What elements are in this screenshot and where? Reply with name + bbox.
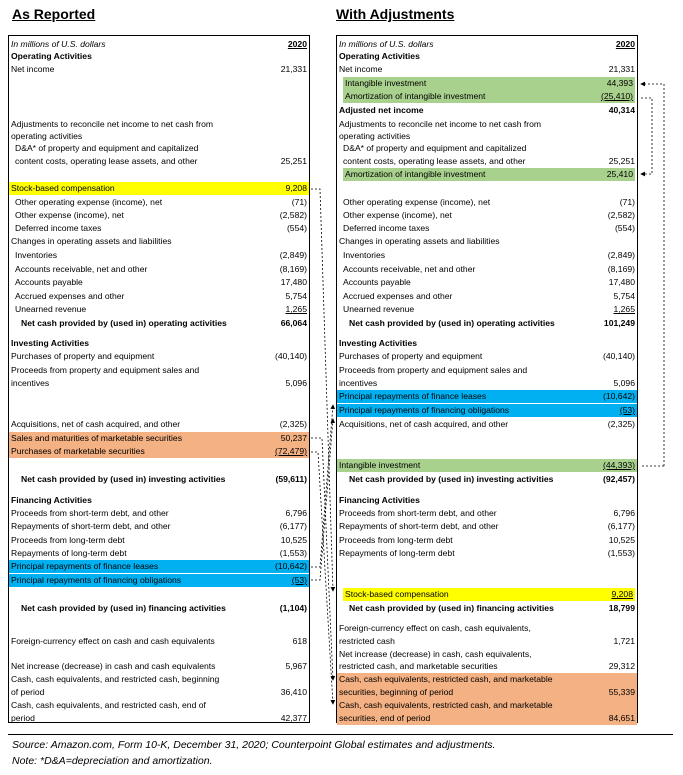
statement-row bbox=[337, 235, 637, 248]
units-label: In millions of U.S. dollars bbox=[11, 39, 106, 49]
highlight-row-intangible-investment-outflow bbox=[337, 459, 637, 472]
statement-row bbox=[337, 263, 637, 276]
row-label: Proceeds from property and equipment sales and bbox=[11, 365, 200, 375]
statement-row bbox=[337, 520, 637, 533]
arrow-marketable-purchases bbox=[311, 452, 333, 704]
row-label: content costs, operating lease assets, and other bbox=[343, 156, 526, 166]
row-label: Foreign-currency effect on cash, cash equivalents, bbox=[339, 623, 531, 633]
year-label: 2020 bbox=[287, 39, 307, 49]
row-value: 29,312 bbox=[608, 661, 635, 671]
row-value: (554) bbox=[286, 223, 307, 233]
row-value: 9,208 bbox=[611, 589, 633, 599]
row-label: Changes in operating assets and liabilities bbox=[339, 236, 500, 246]
row-label: Cash, cash equivalents, and restricted cash, beginning bbox=[11, 674, 220, 684]
row-value: (6,177) bbox=[279, 521, 307, 531]
highlight-row-stock-comp bbox=[343, 588, 635, 601]
row-label: Repayments of short-term debt, and other bbox=[11, 521, 171, 531]
statement-row bbox=[337, 196, 637, 209]
highlight-row-finance-leases bbox=[9, 560, 309, 573]
row-value: (8,169) bbox=[607, 264, 635, 274]
row-label: Sales and maturities of marketable securities bbox=[11, 433, 182, 443]
row-value: 25,251 bbox=[280, 156, 307, 166]
row-label: Net income bbox=[339, 64, 383, 74]
row-label: Purchases of property and equipment bbox=[339, 351, 483, 361]
row-value: (2,849) bbox=[279, 250, 307, 260]
row-label: D&A* of property and equipment and capitalized bbox=[15, 143, 199, 153]
row-label: content costs, operating lease assets, and other bbox=[15, 156, 198, 166]
row-value: 44,393 bbox=[606, 78, 633, 88]
statement-row bbox=[337, 635, 637, 648]
row-value: 10,525 bbox=[280, 535, 307, 545]
row-value: 1,265 bbox=[285, 304, 307, 314]
highlight-row-intangible-investment bbox=[343, 77, 635, 90]
row-value: 1,721 bbox=[613, 636, 635, 646]
statement-row bbox=[9, 276, 309, 289]
highlight-row-stock-comp bbox=[9, 182, 309, 195]
row-label: Proceeds from short-term debt, and other bbox=[339, 508, 497, 518]
row-label: Other operating expense (income), net bbox=[343, 197, 491, 207]
row-value: 18,799 bbox=[608, 603, 635, 613]
statement-row bbox=[9, 673, 309, 686]
row-value: (53) bbox=[619, 405, 635, 415]
statement-row bbox=[337, 209, 637, 222]
statement-row bbox=[337, 249, 637, 262]
row-value: 5,754 bbox=[285, 291, 307, 301]
row-label: restricted cash, and marketable securities bbox=[339, 661, 498, 671]
row-label: Investing Activities bbox=[11, 338, 90, 348]
footer-divider bbox=[8, 734, 673, 735]
statement-row bbox=[9, 222, 309, 235]
row-value: 25,410 bbox=[606, 169, 633, 179]
row-value: (6,177) bbox=[607, 521, 635, 531]
row-label: Accounts receivable, net and other bbox=[343, 264, 476, 274]
highlight-row-financing-obligations bbox=[337, 404, 637, 417]
row-value: 618 bbox=[292, 636, 307, 646]
statement-row bbox=[337, 364, 637, 377]
row-label: Stock-based compensation bbox=[345, 589, 449, 599]
row-value: (10,642) bbox=[274, 561, 307, 571]
highlight-row-financing-obligations bbox=[9, 574, 309, 587]
arrow-intangible-investment bbox=[641, 84, 664, 466]
adjusted-statement bbox=[336, 35, 638, 723]
arrow-marketable-sales bbox=[311, 438, 333, 680]
row-value: (40,140) bbox=[274, 351, 307, 361]
row-label: Unearned revenue bbox=[343, 304, 415, 314]
row-label: Net cash provided by (used in) investing activities bbox=[349, 474, 554, 484]
subtotal-row bbox=[9, 473, 309, 486]
row-label: period bbox=[11, 713, 35, 723]
arrow-finance-leases bbox=[311, 405, 333, 567]
row-label: Investing Activities bbox=[339, 338, 418, 348]
row-value: (1,104) bbox=[279, 603, 307, 613]
row-value: (72,479) bbox=[274, 446, 307, 456]
statement-row bbox=[9, 350, 309, 363]
arrow-financing-obligations bbox=[311, 419, 333, 580]
row-label: Cash, cash equivalents, restricted cash, and marketable bbox=[339, 700, 553, 710]
row-label: Repayments of long-term debt bbox=[339, 548, 455, 558]
statement-row bbox=[337, 222, 637, 235]
row-value: 6,796 bbox=[285, 508, 307, 518]
row-label: Net cash provided by (used in) operating activities bbox=[349, 318, 555, 328]
row-label: Adjustments to reconcile net income to net cash from bbox=[339, 119, 542, 129]
section-heading bbox=[337, 494, 637, 507]
statement-row bbox=[9, 364, 309, 377]
subtotal-row bbox=[9, 602, 309, 615]
statement-row bbox=[337, 534, 637, 547]
row-label: restricted cash bbox=[339, 636, 395, 646]
row-label: Net cash provided by (used in) financing activities bbox=[21, 603, 226, 613]
row-label: Deferred income taxes bbox=[15, 223, 102, 233]
arrow-stock-comp bbox=[311, 189, 333, 591]
row-label: incentives bbox=[339, 378, 378, 388]
row-label: Financing Activities bbox=[11, 495, 92, 505]
statement-row bbox=[337, 276, 637, 289]
row-label: Adjustments to reconcile net income to net cash from bbox=[11, 119, 214, 129]
subtotal-row bbox=[337, 317, 637, 330]
row-label: of period bbox=[11, 687, 45, 697]
statement-row bbox=[9, 699, 309, 712]
row-label: Amortization of intangible investment bbox=[345, 91, 486, 101]
row-label: Accrued expenses and other bbox=[15, 291, 125, 301]
highlight-row-cash-beginning bbox=[337, 686, 637, 699]
highlight-row-finance-leases bbox=[337, 390, 637, 403]
row-label: Repayments of long-term debt bbox=[11, 548, 127, 558]
footnote: Note: *D&A=depreciation and amortization. bbox=[12, 755, 213, 767]
row-value: 21,331 bbox=[280, 64, 307, 74]
statement-row bbox=[337, 142, 637, 155]
section-heading bbox=[9, 494, 309, 507]
row-label: Operating Activities bbox=[11, 51, 92, 61]
row-value: (71) bbox=[291, 197, 307, 207]
row-label: Accrued expenses and other bbox=[343, 291, 453, 301]
row-value: 21,331 bbox=[608, 64, 635, 74]
statement-row bbox=[9, 50, 309, 63]
statement-row bbox=[9, 547, 309, 560]
row-value: (554) bbox=[614, 223, 635, 233]
statement-row bbox=[9, 155, 309, 168]
statement-row bbox=[337, 155, 637, 168]
row-value: (10,642) bbox=[602, 391, 635, 401]
statement-row bbox=[9, 686, 309, 699]
source-suffix: ; Counterpoint Global estimates and adjustments. bbox=[265, 739, 496, 751]
row-value: 36,410 bbox=[280, 687, 307, 697]
source-prefix: Source: Amazon.com, Form 10-K, bbox=[12, 739, 174, 751]
row-label: Other operating expense (income), net bbox=[15, 197, 163, 207]
statement-row bbox=[337, 660, 637, 673]
row-value: (92,457) bbox=[602, 474, 635, 484]
row-label: Accounts payable bbox=[15, 277, 83, 287]
statement-row bbox=[9, 303, 309, 316]
row-value: (2,325) bbox=[279, 419, 307, 429]
row-label: Net increase (decrease) in cash and cash equivalents bbox=[11, 661, 216, 671]
row-label: Proceeds from property and equipment sales and bbox=[339, 365, 528, 375]
statement-row bbox=[337, 547, 637, 560]
statement-row bbox=[9, 196, 309, 209]
row-label: Deferred income taxes bbox=[343, 223, 430, 233]
statement-row bbox=[337, 63, 637, 76]
statement-row bbox=[9, 660, 309, 673]
statement-row bbox=[9, 534, 309, 547]
row-label: Acquisitions, net of cash acquired, and other bbox=[339, 419, 509, 429]
row-value: 10,525 bbox=[608, 535, 635, 545]
row-label: Unearned revenue bbox=[15, 304, 87, 314]
statement-row bbox=[9, 263, 309, 276]
row-label: Proceeds from short-term debt, and other bbox=[11, 508, 169, 518]
row-value: 25,251 bbox=[608, 156, 635, 166]
row-value: 9,208 bbox=[285, 183, 307, 193]
row-label: Amortization of intangible investment bbox=[345, 169, 486, 179]
row-value: (2,582) bbox=[607, 210, 635, 220]
row-label: Principal repayments of finance leases bbox=[11, 561, 159, 571]
row-value: 50,237 bbox=[280, 433, 307, 443]
row-label: Principal repayments of finance leases bbox=[339, 391, 487, 401]
statement-row bbox=[337, 303, 637, 316]
row-label: incentives bbox=[11, 378, 50, 388]
statement-row bbox=[9, 290, 309, 303]
source-date: December 31, 2020 bbox=[173, 739, 266, 751]
left-panel-title: As Reported bbox=[12, 6, 96, 22]
row-value: 5,096 bbox=[613, 378, 635, 388]
row-label: Operating Activities bbox=[339, 51, 420, 61]
row-label: D&A* of property and equipment and capitalized bbox=[343, 143, 527, 153]
section-heading bbox=[9, 337, 309, 350]
statement-row bbox=[337, 350, 637, 363]
row-value: (25,410) bbox=[600, 91, 633, 101]
source-note bbox=[12, 739, 495, 751]
row-label: Net cash provided by (used in) financing activities bbox=[349, 603, 554, 613]
row-label: securities, beginning of period bbox=[339, 687, 454, 697]
statement-row bbox=[9, 418, 309, 431]
row-value: 101,249 bbox=[603, 318, 635, 328]
row-label: Proceeds from long-term debt bbox=[11, 535, 125, 545]
subtotal-row bbox=[337, 602, 637, 615]
row-label: Intangible investment bbox=[345, 78, 427, 88]
row-label: Acquisitions, net of cash acquired, and other bbox=[11, 419, 181, 429]
row-value: (8,169) bbox=[279, 264, 307, 274]
row-value: 17,480 bbox=[280, 277, 307, 287]
row-label: Cash, cash equivalents, and restricted cash, end of bbox=[11, 700, 206, 710]
row-value: 5,967 bbox=[285, 661, 307, 671]
year-label: 2020 bbox=[615, 39, 635, 49]
row-label: Net cash provided by (used in) operating activities bbox=[21, 318, 227, 328]
highlight-row-amortization bbox=[343, 90, 635, 103]
row-value: 1,265 bbox=[613, 304, 635, 314]
row-label: Other expense (income), net bbox=[343, 210, 452, 220]
row-value: 5,754 bbox=[613, 291, 635, 301]
row-label: securities, end of period bbox=[339, 713, 431, 723]
statement-row bbox=[337, 290, 637, 303]
highlight-row-cash-beginning bbox=[337, 673, 637, 686]
row-value: (59,611) bbox=[275, 474, 307, 484]
subtotal-row bbox=[337, 104, 637, 117]
statement-row bbox=[337, 377, 637, 390]
statement-row bbox=[9, 377, 309, 390]
statement-row bbox=[337, 622, 637, 635]
statement-row bbox=[9, 635, 309, 648]
row-value: (53) bbox=[291, 575, 307, 585]
highlight-row-marketable-purchases bbox=[9, 445, 309, 458]
row-label: Accounts receivable, net and other bbox=[15, 264, 148, 274]
row-value: 40,314 bbox=[608, 105, 635, 115]
row-label: Net increase (decrease) in cash, cash equivalents, bbox=[339, 649, 532, 659]
row-label: Stock-based compensation bbox=[11, 183, 115, 193]
row-label: Principal repayments of financing obligations bbox=[11, 575, 182, 585]
row-label: Repayments of short-term debt, and other bbox=[339, 521, 499, 531]
statement-row bbox=[337, 507, 637, 520]
row-label: Inventories bbox=[343, 250, 386, 260]
row-label: Adjusted net income bbox=[339, 105, 424, 115]
row-value: (1,553) bbox=[607, 548, 635, 558]
statement-row bbox=[9, 520, 309, 533]
highlight-row-marketable-sales bbox=[9, 432, 309, 445]
statement-row bbox=[9, 209, 309, 222]
row-value: 84,651 bbox=[608, 713, 635, 723]
row-value: 42,377 bbox=[280, 713, 307, 723]
row-label: Purchases of marketable securities bbox=[11, 446, 145, 456]
row-value: (44,393) bbox=[602, 460, 635, 470]
subtotal-row bbox=[9, 317, 309, 330]
statement-row bbox=[9, 249, 309, 262]
row-label: Other expense (income), net bbox=[15, 210, 124, 220]
statement-row bbox=[9, 142, 309, 155]
highlight-row-cash-end bbox=[337, 699, 637, 712]
units-label: In millions of U.S. dollars bbox=[339, 39, 434, 49]
row-label: operating activities bbox=[11, 131, 83, 141]
arrow-amortization bbox=[641, 98, 652, 174]
row-label: Accounts payable bbox=[343, 277, 411, 287]
row-label: operating activities bbox=[339, 131, 411, 141]
statement-row bbox=[9, 507, 309, 520]
highlight-row-amortization-addback bbox=[343, 168, 635, 181]
row-label: Net income bbox=[11, 64, 55, 74]
row-label: Proceeds from long-term debt bbox=[339, 535, 453, 545]
row-label: Foreign-currency effect on cash and cash equivalents bbox=[11, 636, 215, 646]
row-label: Net cash provided by (used in) investing activities bbox=[21, 474, 226, 484]
row-value: 55,339 bbox=[608, 687, 635, 697]
row-value: (2,849) bbox=[607, 250, 635, 260]
row-label: Purchases of property and equipment bbox=[11, 351, 155, 361]
right-panel-title: With Adjustments bbox=[336, 6, 455, 22]
section-heading bbox=[337, 337, 637, 350]
row-value: (1,553) bbox=[279, 548, 307, 558]
subtotal-row bbox=[337, 473, 637, 486]
row-label: Principal repayments of financing obligations bbox=[339, 405, 510, 415]
row-label: Intangible investment bbox=[339, 460, 421, 470]
row-value: (2,325) bbox=[607, 419, 635, 429]
row-value: (2,582) bbox=[279, 210, 307, 220]
row-value: 66,064 bbox=[280, 318, 307, 328]
as-reported-statement bbox=[8, 35, 310, 723]
row-label: Financing Activities bbox=[339, 495, 420, 505]
section-heading bbox=[337, 50, 637, 63]
row-value: 17,480 bbox=[608, 277, 635, 287]
statement-row bbox=[9, 63, 309, 76]
statement-row bbox=[9, 235, 309, 248]
row-value: 6,796 bbox=[613, 508, 635, 518]
row-value: 5,096 bbox=[285, 378, 307, 388]
statement-row bbox=[337, 418, 637, 431]
row-label: Changes in operating assets and liabilities bbox=[11, 236, 172, 246]
highlight-row-cash-end bbox=[337, 712, 637, 725]
statement-row bbox=[9, 712, 309, 725]
row-label: Inventories bbox=[15, 250, 58, 260]
row-label: Cash, cash equivalents, restricted cash, and marketable bbox=[339, 674, 553, 684]
row-value: (40,140) bbox=[602, 351, 635, 361]
row-value: (71) bbox=[619, 197, 635, 207]
